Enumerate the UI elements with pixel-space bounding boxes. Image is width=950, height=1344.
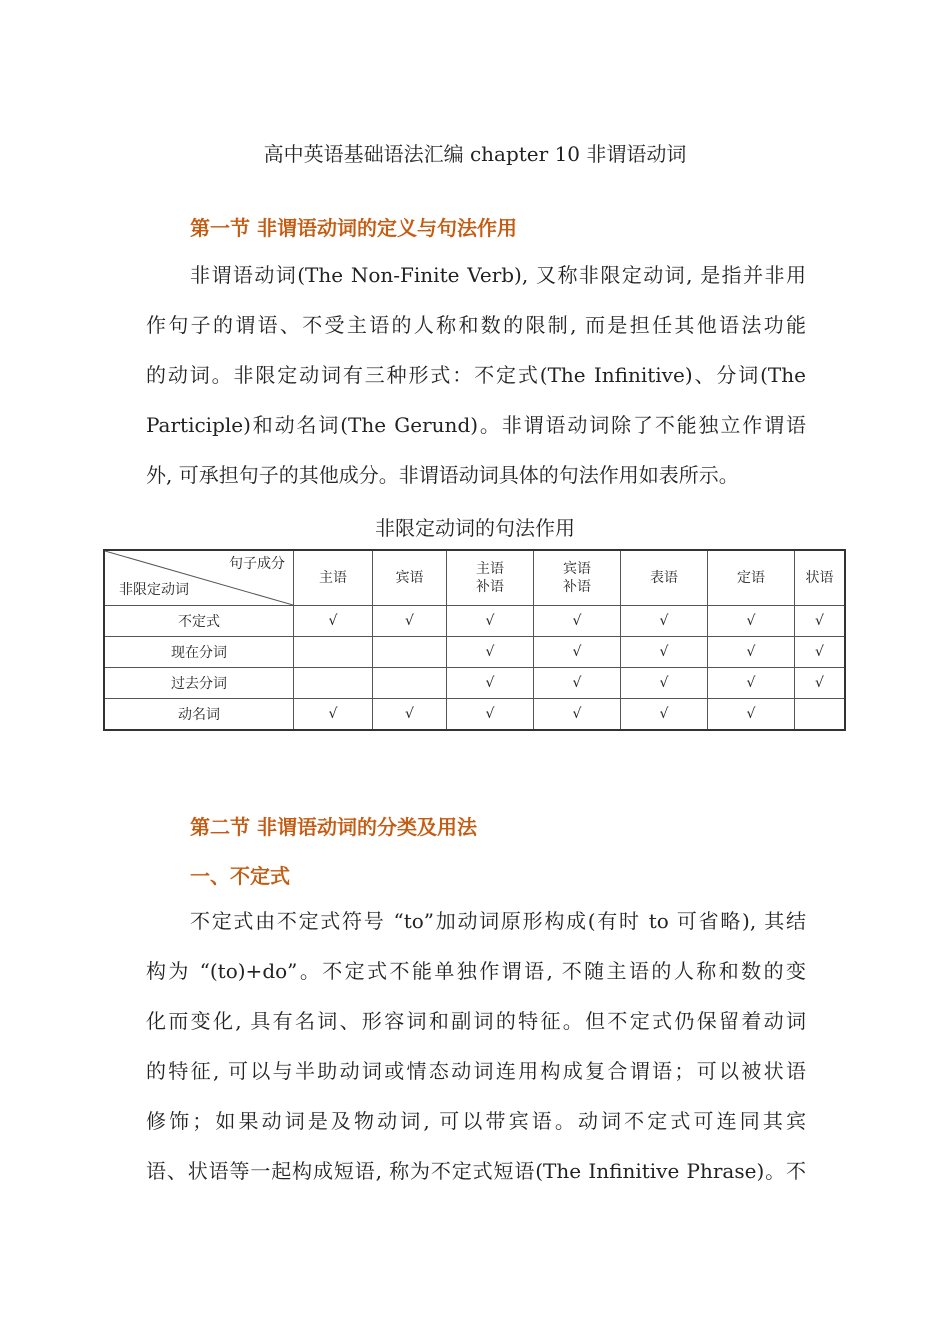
table-caption: 非限定动词的句法作用 <box>375 516 575 540</box>
table-cell: √ <box>294 699 373 731</box>
section2-heading: 第二节 非谓语动词的分类及用法 <box>190 815 477 839</box>
table-cell <box>373 668 447 699</box>
paragraph-line: 作句子的谓语、不受主语的人称和数的限制, 而是担任其他语法功能 <box>146 313 806 337</box>
table-cell: √ <box>373 699 447 731</box>
column-header: 表语 <box>621 550 708 606</box>
column-header: 定语 <box>708 550 795 606</box>
column-header: 状语 <box>795 550 846 606</box>
table-cell: √ <box>534 668 621 699</box>
table-cell <box>795 699 846 731</box>
row-label: 现在分词 <box>104 637 294 668</box>
table-cell: √ <box>294 606 373 637</box>
corner-bottom-label: 非限定动词 <box>119 582 189 598</box>
paragraph-line: 外, 可承担句子的其他成分。非谓语动词具体的句法作用如表所示。 <box>146 463 739 487</box>
column-header: 主语 补语 <box>447 550 534 606</box>
corner-top-label: 句子成分 <box>229 556 285 572</box>
table-cell: √ <box>708 699 795 731</box>
section2-paragraph <box>146 896 806 1196</box>
table-cell: √ <box>708 637 795 668</box>
table-cell <box>294 637 373 668</box>
table-cell: √ <box>708 668 795 699</box>
column-header: 宾语 补语 <box>534 550 621 606</box>
row-label: 动名词 <box>104 699 294 731</box>
table-cell <box>294 668 373 699</box>
table-cell: √ <box>534 606 621 637</box>
table-cell: √ <box>795 637 846 668</box>
section2-subheading: 一、不定式 <box>190 864 290 888</box>
column-header: 主语 <box>294 550 373 606</box>
table-row <box>104 699 845 731</box>
paragraph-line: 修饰；如果动词是及物动词, 可以带宾语。动词不定式可连同其宾 <box>146 1109 806 1133</box>
row-label: 过去分词 <box>104 668 294 699</box>
syntax-function-table <box>103 549 846 731</box>
section1-paragraph <box>146 250 806 500</box>
paragraph-line: 构为 “(to)+do”。不定式不能单独作谓语, 不随主语的人称和数的变 <box>146 959 806 983</box>
table-cell: √ <box>534 699 621 731</box>
column-header: 宾语 <box>373 550 447 606</box>
table-cell: √ <box>447 637 534 668</box>
paragraph-line: 语、状语等一起构成短语, 称为不定式短语(The Infinitive Phrase)。不 <box>146 1159 806 1183</box>
paragraph-line: Participle)和动名词(The Gerund)。非谓语动词除了不能独立作谓语 <box>146 413 806 437</box>
table-row <box>104 637 845 668</box>
table-corner-cell <box>104 550 294 606</box>
table-cell: √ <box>795 668 846 699</box>
row-label: 不定式 <box>104 606 294 637</box>
table-cell: √ <box>447 668 534 699</box>
paragraph-line: 不定式由不定式符号 “to”加动词原形构成(有时 to 可省略), 其结 <box>190 909 806 933</box>
paragraph-line: 化而变化, 具有名词、形容词和副词的特征。但不定式仍保留着动词 <box>146 1009 806 1033</box>
table-cell: √ <box>621 606 708 637</box>
table-cell: √ <box>534 637 621 668</box>
table-cell: √ <box>795 606 846 637</box>
table-cell: √ <box>447 606 534 637</box>
table-row <box>104 606 845 637</box>
table-cell: √ <box>708 606 795 637</box>
section1-heading: 第一节 非谓语动词的定义与句法作用 <box>190 216 517 240</box>
table-cell: √ <box>447 699 534 731</box>
paragraph-line: 的动词。非限定动词有三种形式：不定式(The Infinitive)、分词(The <box>146 363 806 387</box>
paragraph-line: 的特征, 可以与半助动词或情态动词连用构成复合谓语；可以被状语 <box>146 1059 806 1083</box>
table-header-row <box>104 550 845 606</box>
table-cell: √ <box>621 637 708 668</box>
table-cell: √ <box>373 606 447 637</box>
table-row <box>104 668 845 699</box>
document-title: 高中英语基础语法汇编 chapter 10 非谓语动词 <box>263 142 687 166</box>
table-cell: √ <box>621 699 708 731</box>
table-cell: √ <box>621 668 708 699</box>
table-cell <box>373 637 447 668</box>
paragraph-line: 非谓语动词(The Non-Finite Verb), 又称非限定动词, 是指并非用 <box>190 263 806 287</box>
